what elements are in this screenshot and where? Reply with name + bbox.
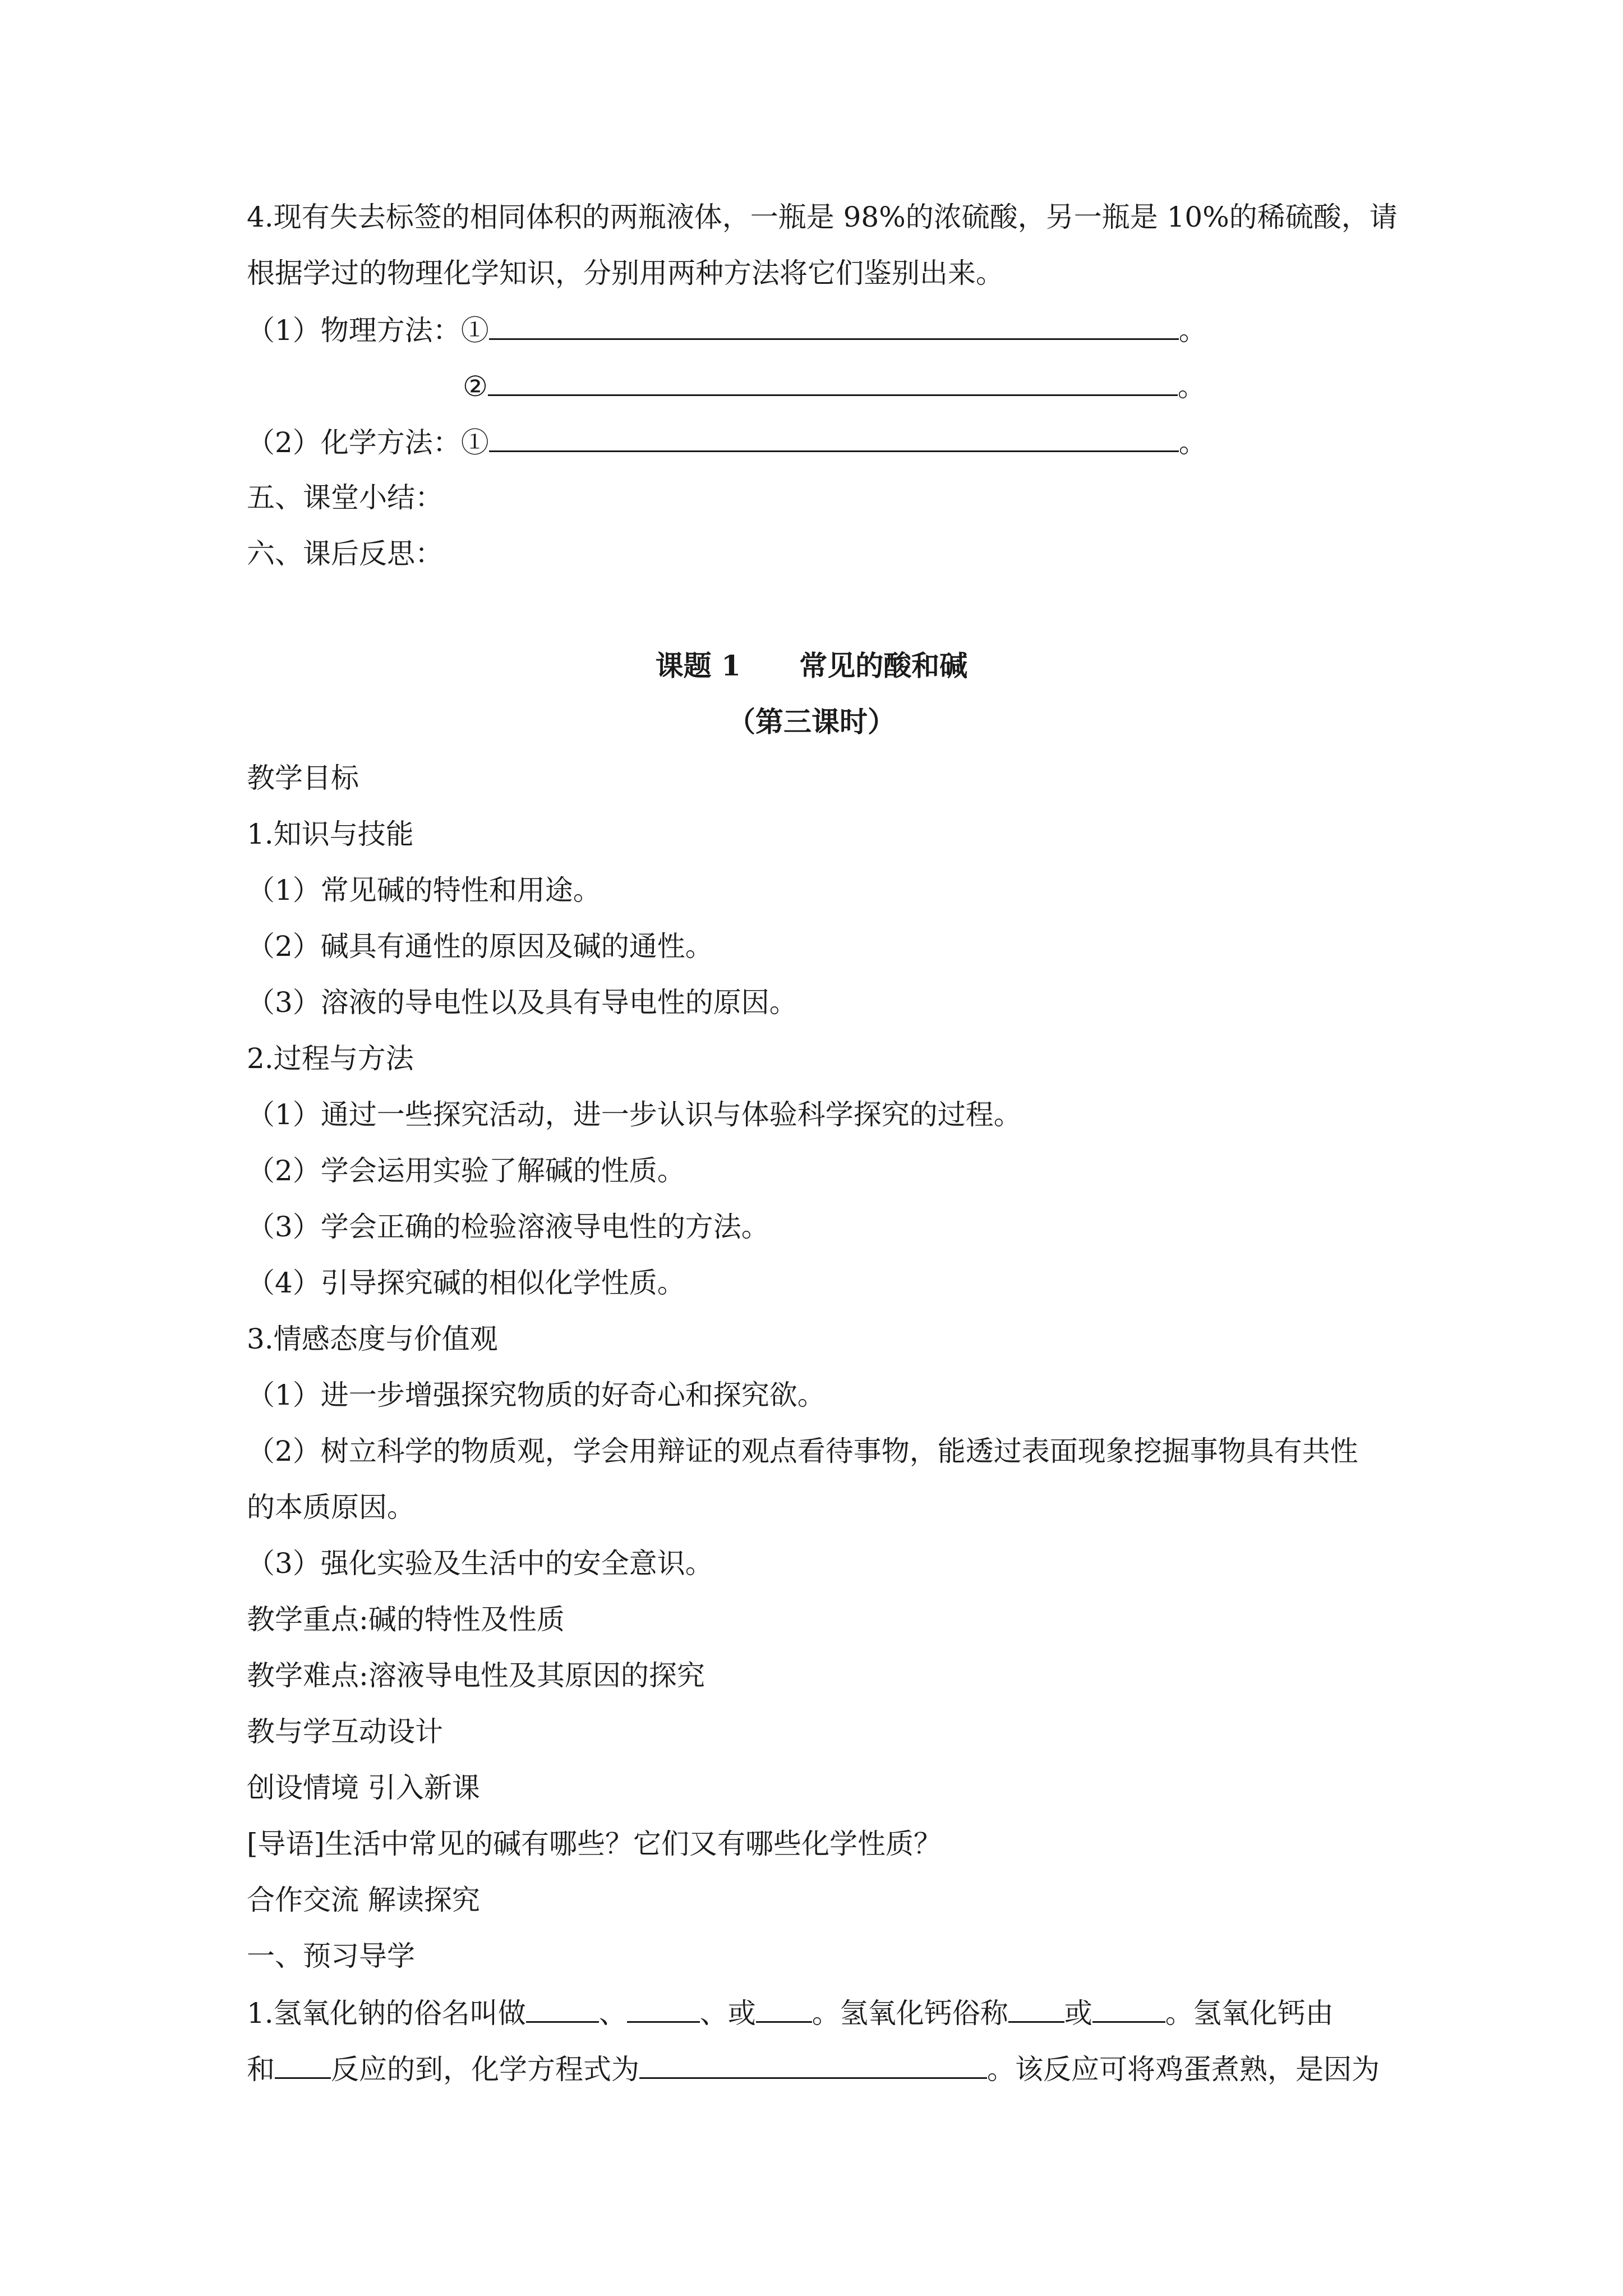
knowledge-item: （1）常见碱的特性和用途。	[247, 874, 601, 907]
section-summary: 五、课堂小结：	[247, 481, 443, 514]
answer-blank[interactable]	[756, 1995, 812, 2023]
answer-blank[interactable]	[489, 312, 1179, 340]
answer-blank[interactable]	[275, 2051, 331, 2079]
answer-blank[interactable]	[639, 2051, 987, 2079]
process-item: （4）引导探究碱的相似化学性质。	[247, 1267, 685, 1299]
cooperation-heading: 合作交流 解读探究	[247, 1884, 480, 1916]
question-text: 或	[1064, 1997, 1092, 2030]
question-text: 。该反应可将鸡蛋煮熟，是因为	[987, 2053, 1380, 2086]
answer-blank[interactable]	[488, 369, 1178, 396]
process-item: （1）通过一些探究活动，进一步认识与体验科学探究的过程。	[247, 1098, 1022, 1131]
attitude-heading: 3.情感态度与价值观	[247, 1323, 498, 1355]
question4-line1: 4.现有失去标签的相同体积的两瓶液体，一瓶是 98%的浓硫酸，另一瓶是 10%的稀硫酸，请	[247, 201, 1398, 233]
intro-heading: 创设情境 引入新课	[247, 1772, 480, 1804]
period: 。	[1178, 426, 1207, 459]
attitude-item: （1）进一步增强探究物质的好奇心和探究欲。	[247, 1379, 826, 1411]
knowledge-item: （3）溶液的导电性以及具有导电性的原因。	[247, 986, 797, 1019]
interaction-design-heading: 教与学互动设计	[247, 1715, 443, 1748]
lesson-title: 课题 1 常见的酸和碱	[655, 649, 968, 682]
preview-question1-line2	[247, 2051, 1380, 2086]
process-heading: 2.过程与方法	[247, 1042, 414, 1075]
difficulty: 教学难点:溶液导电性及其原因的探究	[247, 1659, 705, 1692]
answer-blank[interactable]	[526, 1995, 599, 2023]
preview-question1-line1	[247, 1995, 1334, 2030]
process-item: （2）学会运用实验了解碱的性质。	[247, 1154, 685, 1187]
section-reflection: 六、课后反思：	[247, 537, 443, 570]
attitude-item-continued: 的本质原因。	[247, 1491, 415, 1524]
question-text: 1.氢氧化钠的俗名叫做	[247, 1997, 526, 2030]
question-text: 反应的到，化学方程式为	[331, 2053, 639, 2086]
answer-blank[interactable]	[1092, 1995, 1165, 2023]
answer-blank[interactable]	[489, 425, 1179, 452]
physical-method-label: （1）物理方法：①	[247, 314, 489, 347]
physical-method-line1	[247, 312, 1207, 347]
attitude-item: （3）强化实验及生活中的安全意识。	[247, 1547, 713, 1580]
question-text: 、	[598, 1997, 627, 2030]
circle-two: ②	[463, 370, 488, 403]
process-item: （3）学会正确的检验溶液导电性的方法。	[247, 1211, 769, 1243]
question-text: 。氢氧化钙由	[1165, 1997, 1334, 2030]
knowledge-item: （2）碱具有通性的原因及碱的通性。	[247, 930, 713, 963]
chemical-method-line	[247, 425, 1207, 459]
lesson-subtitle: （第三课时）	[727, 705, 896, 738]
question-text: 和	[247, 2053, 275, 2086]
preview-heading: 一、预习导学	[247, 1940, 415, 1972]
question-text: 。氢氧化钙俗称	[811, 1997, 1008, 2030]
attitude-item: （2）树立科学的物质观，学会用辩证的观点看待事物，能透过表面现象挖掘事物具有共性	[247, 1435, 1358, 1467]
period: 。	[1178, 314, 1207, 347]
question4-line2: 根据学过的物理化学知识，分别用两种方法将它们鉴别出来。	[247, 257, 1004, 289]
question-text: 、或	[699, 1997, 756, 2030]
period: 。	[1177, 370, 1206, 403]
objectives-heading: 教学目标	[247, 762, 359, 794]
chemical-method-label: （2）化学方法：①	[247, 426, 489, 459]
key-point: 教学重点:碱的特性及性质	[247, 1603, 565, 1636]
answer-blank[interactable]	[627, 1995, 700, 2023]
physical-method-line2	[247, 369, 1206, 403]
answer-blank[interactable]	[1008, 1995, 1064, 2023]
intro-text: [导语]生活中常见的碱有哪些？它们又有哪些化学性质？	[247, 1828, 942, 1860]
knowledge-heading: 1.知识与技能	[247, 818, 414, 850]
